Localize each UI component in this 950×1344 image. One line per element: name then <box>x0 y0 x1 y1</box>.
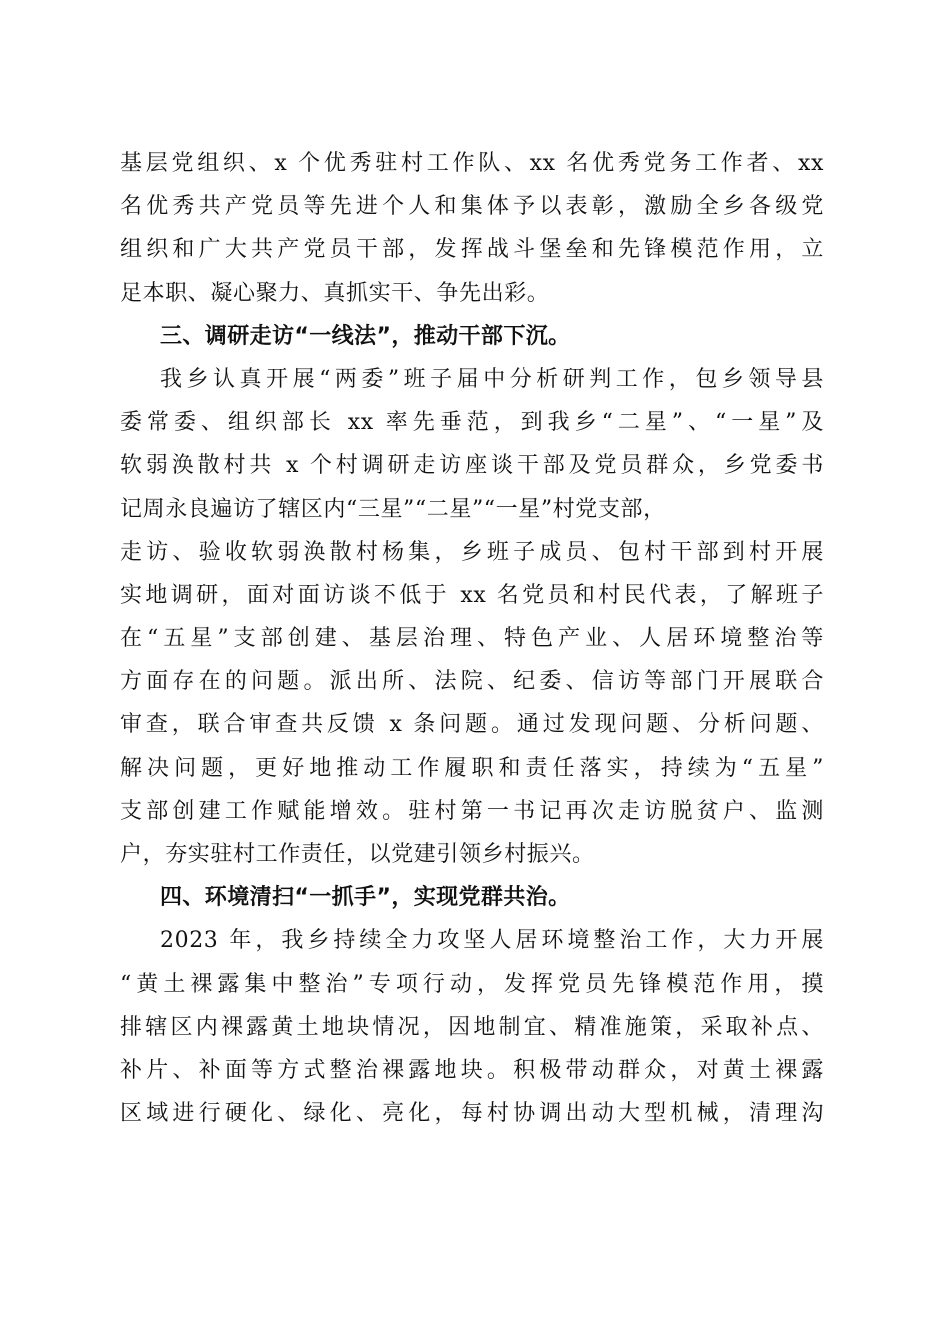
section-heading-4: 四、环境清扫“一抓手”，实现党群共治。 <box>160 885 571 911</box>
text-line: 名优秀共产党员等先进个人和集体予以表彰，激励全乡各级党 <box>120 194 824 220</box>
text-line: 走访、验收软弱涣散村杨集，乡班子成员、包村干部到村开展 <box>120 539 824 565</box>
text-line: 区域进行硬化、绿化、亮化，每村协调出动大型机械，清理沟 <box>120 1101 824 1127</box>
paragraph-honors <box>120 142 824 315</box>
section-heading-3: 三、调研走访“一线法”，推动干部下沉。 <box>160 323 571 349</box>
text-line: 支部创建工作赋能增效。驻村第一书记再次走访脱贫户、监测 <box>120 798 824 824</box>
text-line: 审查，联合审查共反馈 x 条问题。通过发现问题、分析问题、 <box>120 712 824 738</box>
text-line: 委常委、组织部长 xx 率先垂范，到我乡“二星”、“一星”及 <box>120 410 824 436</box>
text-line: 足本职、凝心聚力、真抓实干、争先出彩。 <box>120 280 550 306</box>
paragraph-environment <box>120 919 824 1135</box>
document-body <box>120 142 824 1135</box>
text-line: “黄土裸露集中整治”专项行动，发挥党员先锋模范作用，摸 <box>120 971 824 997</box>
text-line: 补片、补面等方式整治裸露地块。积极带动群众，对黄土裸露 <box>120 1057 824 1083</box>
text-line: 记周永良遍访了辖区内“三星”“二星”“一星”村党支部， <box>120 496 666 522</box>
text-line: 户，夯实驻村工作责任，以党建引领乡村振兴。 <box>120 842 595 867</box>
text-line: 方面存在的问题。派出所、法院、纪委、信访等部门开展联合 <box>120 669 824 695</box>
text-line: 基层党组织、x 个优秀驻村工作队、xx 名优秀党务工作者、xx <box>120 151 824 176</box>
text-line: 实地调研，面对面访谈不低于 xx 名党员和村民代表，了解班子 <box>120 582 824 608</box>
text-line: 排辖区内裸露黄土地块情况，因地制宜、精准施策，采取补点、 <box>120 1014 824 1040</box>
text-line: 组织和广大共产党员干部，发挥战斗堡垒和先锋模范作用，立 <box>120 237 824 263</box>
text-line: 在“五星”支部创建、基层治理、特色产业、人居环境整治等 <box>120 626 824 652</box>
text-line: 我乡认真开展“两委”班子届中分析研判工作，包乡领导县 <box>160 366 824 392</box>
text-line: 2023 年，我乡持续全力攻坚人居环境整治工作，大力开展 <box>160 928 824 954</box>
text-line: 解决问题，更好地推动工作履职和责任落实，持续为“五星” <box>120 755 824 781</box>
paragraph-research-visits <box>120 358 824 876</box>
text-line: 软弱涣散村共 x 个村调研走访座谈干部及党员群众，乡党委书 <box>120 453 824 479</box>
